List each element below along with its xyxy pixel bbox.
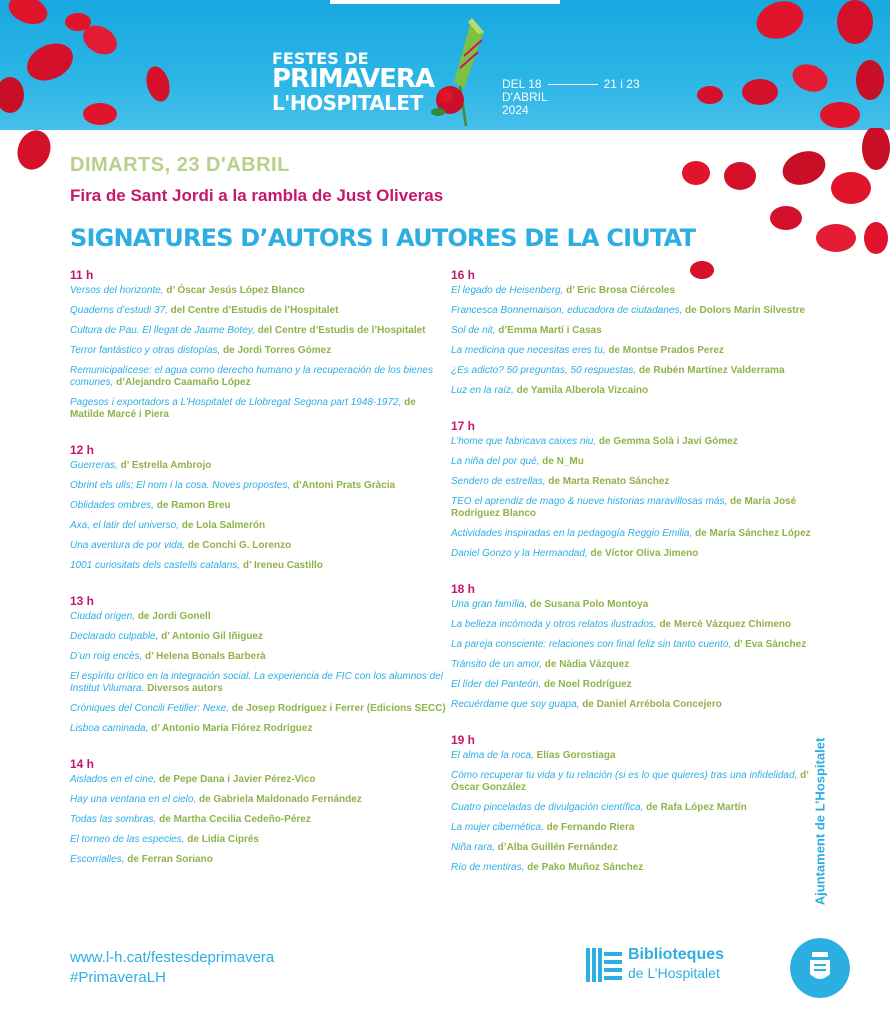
signing-entry (70, 834, 450, 846)
book-author: de Rafa López Martín (643, 802, 747, 813)
book-author: d’ Estrella Ambrojo (117, 460, 212, 471)
signing-entry (451, 548, 821, 560)
time-slot-hour: 18 h (451, 582, 476, 596)
book-title: El alma de la roca, (451, 750, 534, 761)
signing-entry (70, 500, 450, 512)
book-title: Ciudad origen, (70, 611, 136, 622)
book-title: L’home que fabricava caixes niu, (451, 436, 597, 447)
book-author: de Víctor Oliva Jimeno (587, 548, 699, 559)
signing-entry (451, 750, 821, 762)
time-slot-hour: 13 h (70, 594, 95, 608)
book-title: Recuérdame que soy guapa, (451, 699, 580, 710)
rose-petal-icon (80, 100, 120, 130)
signing-entry (70, 480, 450, 492)
book-title: Cultura de Pau. El llegat de Jaume Botey, (70, 325, 255, 336)
dates-divider (548, 84, 598, 85)
book-title: La pareja consciente: relaciones con final feliz sin tanto cuento, (451, 639, 732, 650)
dates-start: DEL 18 (502, 77, 542, 91)
book-author: de Jordi Torres Gómez (220, 345, 332, 356)
book-title: La niña del por qué, (451, 456, 540, 467)
ajuntament-label (810, 724, 830, 924)
book-title: Escorrialles, (70, 854, 125, 865)
book-title: El líder del Panteón, (451, 679, 542, 690)
book-title: El espíritu crítico en la integración social. La experiencia de FIC con los alumnos del Institut Vilumara. (70, 671, 443, 694)
signing-entry (451, 476, 821, 488)
signing-entry (70, 365, 450, 389)
signing-entry (70, 305, 450, 317)
signing-entry (451, 325, 821, 337)
book-author: de Nàdia Vázquez (541, 659, 630, 670)
book-author: de Yamila Alberola Vizcaíno (513, 385, 649, 396)
event-subtitle: Fira de Sant Jordi a la rambla de Just Oliveras (70, 186, 444, 205)
book-title: Versos del horizonte, (70, 285, 164, 296)
signing-entry (70, 631, 450, 643)
signing-entry (451, 699, 821, 711)
signing-entry (451, 862, 821, 874)
book-title: Cròniques del Concili Fetiller: Nexe, (70, 703, 229, 714)
signing-entry (451, 842, 821, 854)
book-title: Hay una ventana en el cielo, (70, 794, 197, 805)
book-author: de Matilde Marcé i Piera (70, 397, 416, 420)
book-title: Luz en la raíz, (451, 385, 514, 396)
rose-petal-icon (140, 62, 176, 106)
book-title: Una aventura de por vida, (70, 540, 186, 551)
signing-entry (70, 854, 450, 866)
book-author: de Conchi G. Lorenzo (185, 540, 292, 551)
signing-entry (70, 345, 450, 357)
book-title: Todas las sombras, (70, 814, 157, 825)
ajuntament-text: Ajuntament de L’Hospitalet (812, 737, 828, 906)
book-title: Río de mentiras, (451, 862, 525, 873)
book-author: d’ Ireneu Castillo (240, 560, 323, 571)
book-author: de María Sánchez López (692, 528, 811, 539)
book-title: Trànsito de un amor, (451, 659, 542, 670)
festival-logo (272, 50, 434, 114)
signing-entry (451, 822, 821, 834)
book-author: del Centre d’Estudis de l’Hospitalet (254, 325, 426, 336)
book-title: TEO el aprendiz de mago & nueve historias maravillosas más, (451, 496, 728, 507)
book-title: Francesca Bonnemaison, educadora de ciutadanes, (451, 305, 683, 316)
logo-line-1: FESTES DE (272, 49, 369, 68)
book-author: d’Antoni Prats Gràcia (290, 480, 396, 491)
book-author: d’Emma Martí i Casas (495, 325, 602, 336)
signing-entry (70, 703, 450, 715)
book-author: de Jordi Gonell (135, 611, 211, 622)
bib-line-1: Biblioteques (628, 946, 725, 963)
schedule-column-right (451, 268, 821, 896)
page-title: SIGNATURES D’AUTORS I AUTORES DE LA CIUTAT (70, 224, 696, 252)
book-author: d’ Óscar González (451, 770, 809, 793)
hashtag: #PrimaveraLH (70, 969, 166, 986)
signing-entry (451, 639, 821, 651)
book-author: de Marta Renato Sánchez (545, 476, 670, 487)
book-title: 1001 curiositats dels castells catalans, (70, 560, 241, 571)
book-author: Diversos autors (144, 683, 223, 694)
signing-entry (451, 528, 821, 540)
book-author: d’ Helena Bonals Barberà (142, 651, 266, 662)
time-slot (70, 594, 450, 735)
signing-entry (70, 460, 450, 472)
rose-petal-icon (730, 0, 890, 130)
signing-entry (451, 496, 821, 520)
book-title: Guerreras, (70, 460, 118, 471)
festival-banner (0, 0, 890, 130)
book-title: Remunicipalícese: el agua como derecho humano y la recuperación de los bienes comunes, (70, 365, 433, 388)
schedule-column-left (70, 268, 450, 888)
time-slot-hour: 12 h (70, 443, 95, 457)
book-title: Axa, el latir del universo, (70, 520, 179, 531)
signing-entry (451, 285, 821, 297)
festival-url-link[interactable]: www.l-h.cat/festesdeprimavera (70, 949, 275, 966)
book-title: La medicina que necesitas eres tu, (451, 345, 606, 356)
dates-range: 21 i 23 (603, 77, 640, 91)
book-author: de Fernando Riera (543, 822, 635, 833)
book-author: de Martha Cecilia Cedeño-Pérez (156, 814, 311, 825)
book-author: de Dolors Marín Silvestre (682, 305, 806, 316)
time-slot-hour: 19 h (451, 733, 476, 747)
book-title: Declarado culpable, (70, 631, 159, 642)
dates-year: 2024 (502, 103, 529, 117)
book-title: Cuatro pinceladas de divulgación científica, (451, 802, 644, 813)
signing-entry (70, 520, 450, 532)
book-author: del Centre d’Estudis de l’Hospitalet (167, 305, 339, 316)
signing-entry (451, 385, 821, 397)
signing-entry (451, 305, 821, 317)
book-title: Sendero de estrellas, (451, 476, 546, 487)
bib-line-2: de L’Hospitalet (628, 965, 720, 981)
book-author: de Pako Muñoz Sánchez (524, 862, 644, 873)
book-title: Lisboa caminada, (70, 723, 149, 734)
footer-links (70, 948, 274, 988)
signing-entry (70, 794, 450, 806)
book-title: Daniel Gonzo y la Hermandad, (451, 548, 588, 559)
book-title: Sol de nit, (451, 325, 496, 336)
time-slot (70, 757, 450, 866)
book-title: Terror fantástico y otras distopías, (70, 345, 221, 356)
book-title: ¿Es adicto? 50 preguntas, 50 respuestas, (451, 365, 637, 376)
book-author: de Susana Polo Montoya (527, 599, 649, 610)
time-slot (70, 443, 450, 572)
book-title: Actividades inspiradas en la pedagogía Reggio Emilia, (451, 528, 693, 539)
rocket-rose-icon (420, 16, 500, 128)
book-author: de Rubén Martínez Valderrama (636, 365, 785, 376)
signing-entry (451, 456, 821, 468)
logo-line-3: L'HOSPITALET (272, 91, 423, 115)
signing-entry (70, 611, 450, 623)
book-title: Niña rara, (451, 842, 495, 853)
book-author: de Montse Prados Perez (605, 345, 724, 356)
time-slot (451, 419, 821, 560)
signing-entry (70, 774, 450, 786)
signing-entry (451, 365, 821, 377)
festival-dates (502, 78, 640, 117)
dates-month: D'ABRIL (502, 90, 548, 104)
city-seal-icon (790, 938, 850, 998)
time-slot (451, 582, 821, 711)
signing-entry (70, 540, 450, 552)
signing-entry (70, 651, 450, 663)
signing-entry (70, 325, 450, 337)
library-books-icon (586, 948, 624, 984)
book-author: de María José Rodríguez Blanco (451, 496, 797, 519)
signing-entry (70, 723, 450, 735)
book-author: d’ Eva Sánchez (731, 639, 807, 650)
signing-entry (70, 671, 450, 695)
book-author: de Mercè Vázquez Chimeno (656, 619, 792, 630)
book-author: de Daniel Arrébola Concejero (579, 699, 722, 710)
signing-entry (70, 397, 450, 421)
book-title: Quaderns d’estudi 37, (70, 305, 168, 316)
signing-entry (70, 560, 450, 572)
book-author: de Pepe Dana i Javier Pérez-Vico (156, 774, 316, 785)
banner-top-bar (330, 0, 560, 4)
book-author: d’Alejandro Caamaño López (113, 377, 251, 388)
book-author: de Lidia Ciprés (184, 834, 259, 845)
book-author: d’ Antonio Gil Iñiguez (158, 631, 264, 642)
book-title: Obrint els ulls; El nom i la cosa. Noves propostes, (70, 480, 291, 491)
signing-entry (451, 659, 821, 671)
book-author: de N_Mu (539, 456, 584, 467)
book-title: La belleza incómoda y otros relatos ilustrados, (451, 619, 657, 630)
book-title: Oblidades ombres, (70, 500, 154, 511)
signing-entry (451, 345, 821, 357)
book-title: El legado de Heisenberg, (451, 285, 564, 296)
book-author: d’ Óscar Jesús López Blanco (163, 285, 305, 296)
book-author: de Gabriela Maldonado Fernández (196, 794, 362, 805)
time-slot-hour: 14 h (70, 757, 95, 771)
time-slot-hour: 11 h (70, 268, 94, 282)
book-title: Aislados en el cine, (70, 774, 157, 785)
book-title: La mujer cibernética, (451, 822, 544, 833)
signing-entry (451, 599, 821, 611)
logo-line-2: PRIMAVERA (272, 64, 435, 94)
book-author: d’Alba Guillén Fernández (494, 842, 618, 853)
book-author: de Josep Rodríguez i Ferrer (Edicions SECC) (228, 703, 446, 714)
book-author: Elías Gorostiaga (533, 750, 616, 761)
signing-entry (451, 770, 821, 794)
book-title: El torneo de las especies, (70, 834, 185, 845)
book-title: Pagesos i exportadors a L’Hospitalet de Llobregat Segona part 1948-1972, (70, 397, 402, 408)
event-day: DIMARTS, 23 D'ABRIL (70, 154, 290, 176)
book-author: d’ Eric Brosa Ciércoles (563, 285, 676, 296)
book-title: Cómo recuperar tu vida y tu relación (si es lo que quieres) tras una infidelidad, (451, 770, 798, 781)
schedule-content (0, 130, 890, 1024)
book-author: de Ferran Soriano (124, 854, 213, 865)
time-slot (451, 733, 821, 874)
signing-entry (451, 436, 821, 448)
time-slot (451, 268, 821, 397)
time-slot-hour: 17 h (451, 419, 476, 433)
book-title: D’un roig encès, (70, 651, 143, 662)
signing-entry (451, 619, 821, 631)
book-author: de Lola Salmerón (178, 520, 266, 531)
signing-entry (451, 802, 821, 814)
signing-entry (451, 679, 821, 691)
signing-entry (70, 285, 450, 297)
book-author: de Ramon Breu (153, 500, 231, 511)
time-slot-hour: 16 h (451, 268, 476, 282)
signing-entry (70, 814, 450, 826)
book-author: de Noel Rodríguez (541, 679, 632, 690)
time-slot (70, 268, 450, 421)
book-author: d’ Antonio María Flórez Rodríguez (148, 723, 313, 734)
rose-petal-icon (690, 80, 730, 110)
book-author: de Gemma Solà i Javi Gómez (596, 436, 738, 447)
book-title: Una gran família, (451, 599, 528, 610)
